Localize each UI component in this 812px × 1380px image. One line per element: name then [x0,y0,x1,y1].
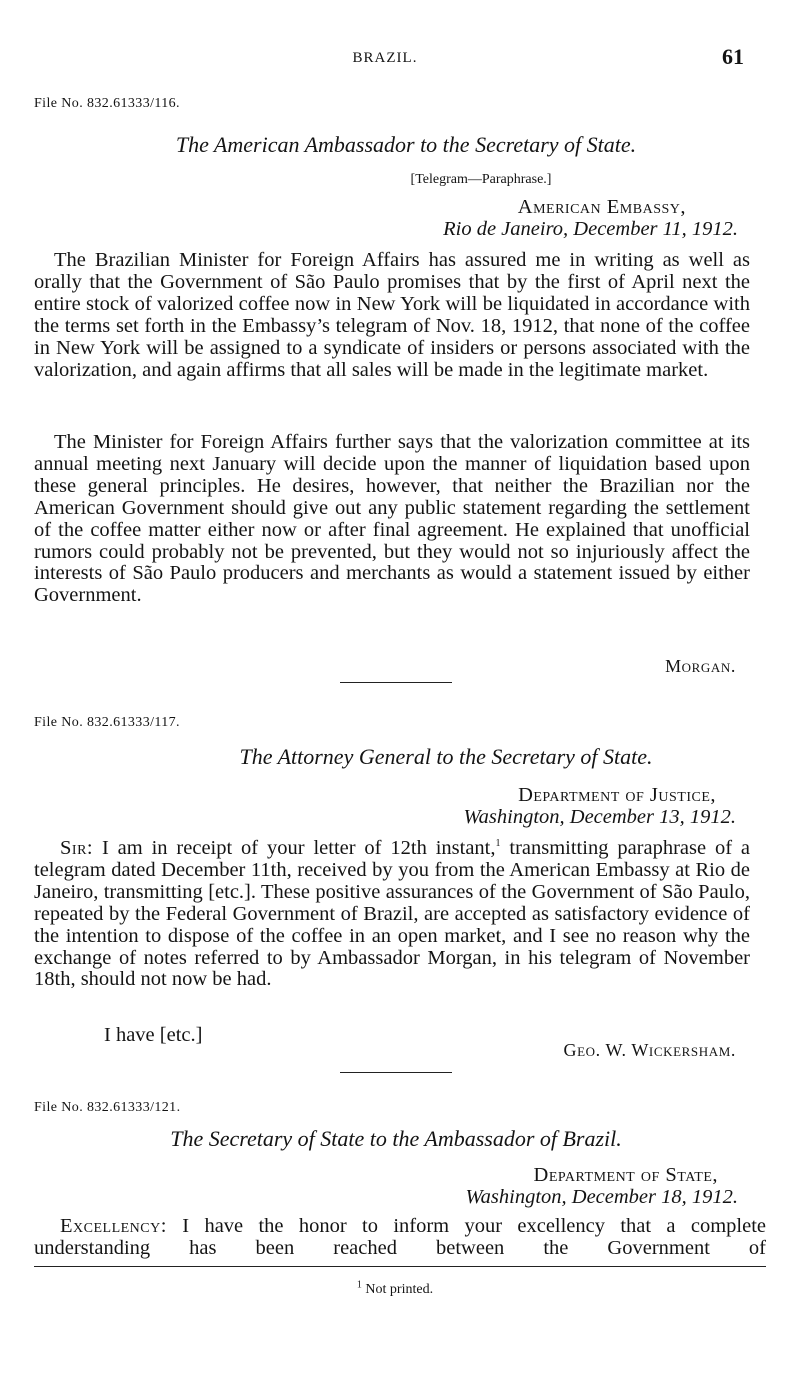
signature: Morgan. [665,656,736,676]
salutation: Sir: [60,837,94,859]
file-number: File No. 832.61333/116. [34,96,180,111]
sender-place: Department of Justice, [518,784,716,806]
letter-text: I have the honor to inform your excellency that a complete understanding has been reached between the Government of [34,1215,766,1259]
letter-paragraph: The Brazilian Minister for Foreign Affairs has assured me in writing as well as orally that the Government of São Paulo promises that by the first of April next the entire stock of valorized coffee now in New York will be liquidated in accordance with the terms set forth in the Embassy’s telegram of Nov. 18, 1912, that none of the coffee in New York will be assigned to a syndicate of insiders or persons associated with the valorization, and again affirms that all sales will be made in the legitimate market. [34,249,750,381]
page-number: 61 [722,44,744,69]
closing: I have [etc.] [104,1024,203,1046]
dateline: Washington, December 18, 1912. [465,1186,738,1208]
section-divider [340,1072,452,1073]
letter-paragraph [34,1216,766,1260]
salutation: Excellency: [60,1215,167,1237]
letter-text: I am in receipt of your letter of 12th instant,$^1$ transmitting paraphrase of a telegram dated December 11th, received by you from the American Embassy at Rio de Janeiro, transmitting [etc.]. These positive assurances of the Government of São Paulo, repeated by the Federal Government of Brazil, are accepted as satisfactory evidence of the intention to dispose of the coffee in an open market, and I see no reason why the exchange of notes referred to by Ambassador Morgan, in his telegram of November 18th, should not now be had. [34,837,751,991]
document-title: The Secretary of State to the Ambassador of Brazil. [170,1126,622,1151]
footnote-reference: 1 [495,838,501,850]
section-divider [340,682,452,683]
footnote [0,1279,790,1298]
signature: Geo. W. Wickersham. [563,1040,736,1060]
letter-paragraph [34,838,750,991]
footnote-mark: 1 [356,1279,362,1291]
file-number: File No. 832.61333/121. [34,1100,181,1115]
letter-paragraph: The Minister for Foreign Affairs further says that the valorization committee at its annual meeting next January will decide upon the manner of liquidation based upon these general principles. He desires, however, that neither the Brazilian nor the American Government should give out any public statement regarding the settlement of the coffee matter either now or after final agreement. He explained that unofficial rumors could probably not be prevented, but they would not so injuriously affect the interests of São Paulo producers and merchants as would a statement issued by either Government. [34,431,750,607]
sender-place: Department of State, [533,1164,718,1186]
footnote-rule [34,1266,766,1267]
document-title: The Attorney General to the Secretary of State. [239,744,653,769]
sender-place: American Embassy, [517,196,686,218]
file-number: File No. 832.61333/117. [34,715,180,730]
dateline: Rio de Janeiro, December 11, 1912. [443,218,738,240]
dateline: Washington, December 13, 1912. [463,806,736,828]
footnote-text: Not printed. [365,1282,434,1297]
running-head: BRAZIL. [352,50,418,66]
document-title: The American Ambassador to the Secretary of State. [175,132,637,157]
telegram-note: [Telegram—Paraphrase.] [410,172,552,187]
